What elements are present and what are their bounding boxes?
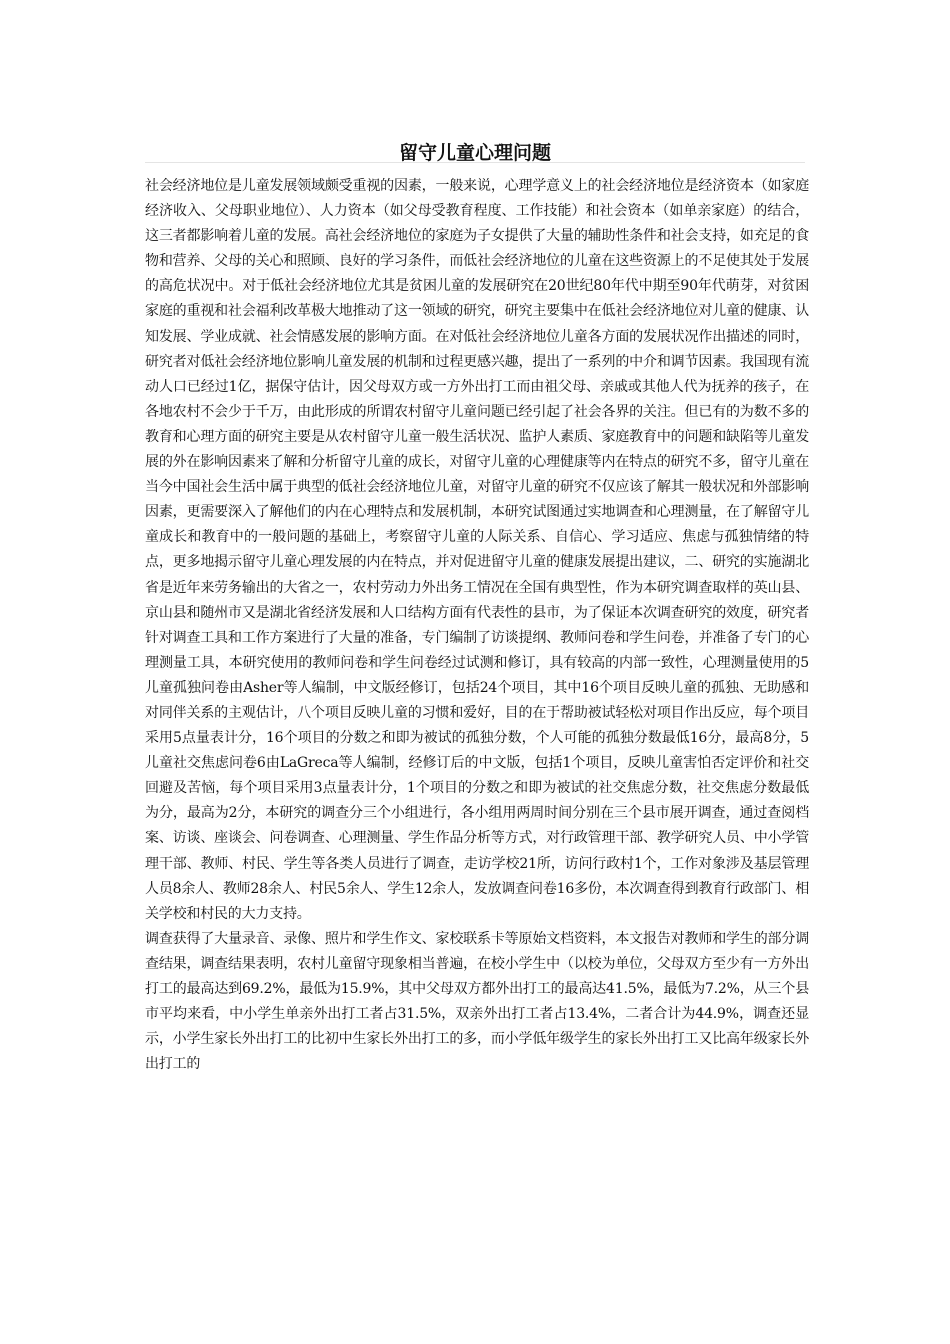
document-title: 留守儿童心理问题 bbox=[398, 142, 551, 164]
paragraph-1: 社会经济地位是儿童发展领域颇受重视的因素，一般来说，心理学意义上的社会经济地位是经济资本（如家庭经济收入、父母职业地位）、人力资本（如父母受教育程度、工作技能）和社会资本（如单亲家庭）的结合，这三者都影响着儿童的发展。高社会经济地位的家庭为子女提供了大量的辅助性条件和社会支持，如充足的食物和营养、父母的关心和照顾、良好的学习条件，而低社会经济地位的儿童在这些资源上的不足使其处于发展的高危状况中。对于低社会经济地位尤其是贫困儿童的发展研究在20世纪80年代中期至90年代萌芽，对贫困家庭的重视和社会福利改革极大地推动了这一领域的研究，研究主要集中在低社会经济地位对儿童的健康、认知发展、学业成就、社会情感发展的影响方面。在对低社会经济地位儿童各方面的发展状况作出描述的同时，研究者对低社会经济地位影响儿童发展的机制和过程更感兴趣，提出了一系列的中介和调节因素。我国现有流动人口已经过1亿，据保守估计，因父母双方或一方外出打工而由祖父母、亲戚或其他人代为抚养的孩子，在各地农村不会少于千万，由此形成的所谓农村留守儿童问题已经引起了社会各界的关注。但已有的为数不多的教育和心理方面的研究主要是从农村留守儿童一般生活状况、监护人素质、家庭教育中的问题和缺陷等儿童发展的外在影响因素来了解和分析留守儿童的成长，对留守儿童的心理健康等内在特点的研究不多，留守儿童在当今中国社会生活中属于典型的低社会经济地位儿童，对留守儿童的研究不仅应该了解其一般状况和外部影响因素，更需要深入了解他们的内在心理特点和发展机制，本研究试图通过实地调查和心理测量，在了解留守儿童成长和教育中的一般问题的基础上，考察留守儿童的人际关系、自信心、学习适应、焦虑与孤独情绪的特点，更多地揭示留守儿童心理发展的内在特点，并对促进留守儿童的健康发展提出建议，二、研究的实施湖北省是近年来劳务输出的大省之一，农村劳动力外出务工情况在全国有典型性，作为本研究调查取样的英山县、京山县和随州市又是湖北省经济发展和人口结构方面有代表性的县市，为了保证本次调查研究的效度，研究者针对调查工具和工作方案进行了大量的准备，专门编制了访谈提纲、教师问卷和学生问卷，并准备了专门的心理测量工具，本研究使用的教师问卷和学生问卷经过试测和修订，具有较高的内部一致性，心理测量使用的5儿童孤独问卷由Asher等人编制，中文版经修订，包括24个项目，其中16个项目反映儿童的孤独、无助感和对同伴关系的主观估计，八个项目反映儿童的习惯和爱好，目的在于帮助被试轻松对项目作出反应，每个项目采用5点量表计分，16个项目的分数之和即为被试的孤独分数，个人可能的孤独分数最低16分，最高8分，5儿童社交焦虑问卷6由LaGreca等人编制，经修订后的中文版，包括1个项目，反映儿童害怕否定评价和社交回避及苦恼，每个项目采用3点量表计分，1个项目的分数之和即为被试的社交焦虑分数，社交焦虑分数最低为分，最高为2分，本研究的调查分三个小组进行，各小组用两周时间分别在三个县市展开调查，通过查阅档案、访谈、座谈会、问卷调查、心理测量、学生作品分析等方式，对行政管理干部、教学研究人员、中小学管理干部、教师、村民、学生等各类人员进行了调查，走访学校21所，访问行政村1个，工作对象涉及基层管理人员8余人、教师28余人、村民5余人、学生12余人，发放调查问卷16多份，本次调查得到教育行政部门、相关学校和村民的大力支持。 bbox=[145, 178, 809, 922]
document-body bbox=[145, 174, 809, 1077]
paragraph-2: 调查获得了大量录音、录像、照片和学生作文、家校联系卡等原始文档资料，本文报告对教师和学生的部分调查结果，调查结果表明，农村儿童留守现象相当普遍，在校小学生中（以校为单位，父母双方至少有一方外出打工的最高达到69.2%，最低为15.9%，其中父母双方都外出打工的最高达41.5%，最低为7.2%，从三个县市平均来看，中小学生单亲外出打工者占31.5%，双亲外出打工者占13.4%，二者合计为44.9%，调查还显示，小学生家长外出打工的比初中生家长外出打工的多，而小学低年级学生的家长外出打工又比高年级家长外出打工的 bbox=[145, 930, 809, 1073]
title-divider bbox=[145, 162, 805, 163]
